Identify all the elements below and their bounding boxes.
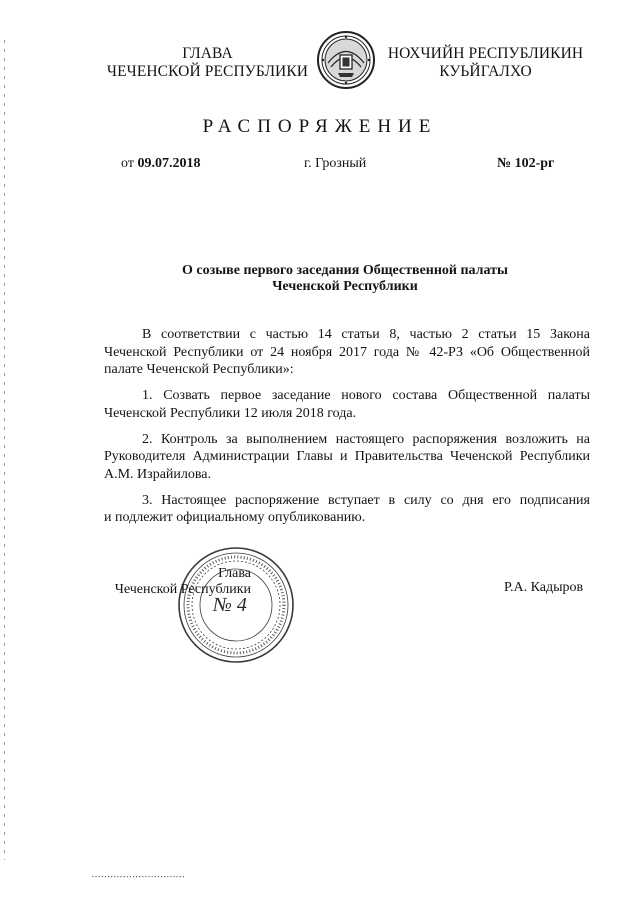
header-right: [378, 45, 593, 81]
body-paragraph-item1: [104, 387, 590, 422]
body-line: Чеченской Республики 12 июля 2018 года.: [104, 405, 357, 421]
body-line: 1. Созвать первое заседание нового состава Общественной палаты: [142, 388, 590, 403]
document-number-value: № 102-рг: [497, 156, 555, 171]
signature-title: [101, 566, 251, 598]
body-paragraph-preamble: [104, 326, 590, 379]
coat-of-arms-icon: [316, 30, 376, 90]
header-left-line1: ГЛАВА: [182, 45, 233, 62]
body-line: Чеченской Республики от 24 ноября 2017 года № 42-РЗ «Об Общественной: [104, 344, 590, 360]
body-line: палате Чеченской Республики»:: [104, 362, 294, 377]
footer-tiny-print: ▪ ▪ ▪ ▪ ▪ ▪ ▪ ▪ ▪ ▪ ▪ ▪ ▪ ▪ ▪ ▪ ▪ ▪ ▪ ▪ ▪ ▪ ▪ ▪ ▪ ▪ ▪ ▪ ▪ ▪: [92, 874, 185, 879]
document-subject: [100, 263, 590, 295]
document-number: [497, 156, 554, 172]
document-title: РАСПОРЯЖЕНИЕ: [202, 116, 438, 137]
header-right-line2: КУЬЙГАЛХО: [439, 63, 532, 80]
body-paragraph-item2: [104, 431, 590, 484]
body-line: Руководителя Администрации Главы и Правительства Чеченской Республики: [104, 449, 590, 464]
body-line: А.М. Израйилова.: [104, 466, 212, 482]
scan-edge-line: [4, 40, 5, 860]
header-right-line1: НОХЧИЙН РЕСПУБЛИКИН: [387, 45, 584, 62]
date-value: 09.07.2018: [137, 156, 201, 171]
signatory-name: Р.А. Кадыров: [504, 580, 584, 595]
header-left: [100, 45, 315, 81]
document-city: г. Грозный: [304, 156, 367, 171]
body-paragraph-item3: [104, 492, 590, 527]
header-left-line2: ЧЕЧЕНСКОЙ РЕСПУБЛИКИ: [106, 63, 309, 80]
signature-title-line1: Глава: [218, 566, 251, 581]
date-prefix: от: [121, 156, 138, 171]
body-line: В соответствии с частью 14 статьи 8, частью 2 статьи 15 Закона: [142, 327, 590, 342]
body-line: 2. Контроль за выполнением настоящего распоряжения возложить на: [142, 431, 590, 447]
body-line: 3. Настоящее распоряжение вступает в силу со дня его подписания: [142, 492, 590, 508]
seal-number: № 4: [213, 594, 247, 616]
signature-title-line2: Чеченской Республики: [114, 582, 251, 597]
document-body: [104, 326, 590, 535]
subject-line2: Чеченской Республики: [272, 279, 418, 294]
subject-line1: О созыве первого заседания Общественной палаты: [182, 263, 508, 278]
document-date: [121, 156, 200, 172]
body-line: и подлежит официальному опубликованию.: [104, 510, 366, 525]
